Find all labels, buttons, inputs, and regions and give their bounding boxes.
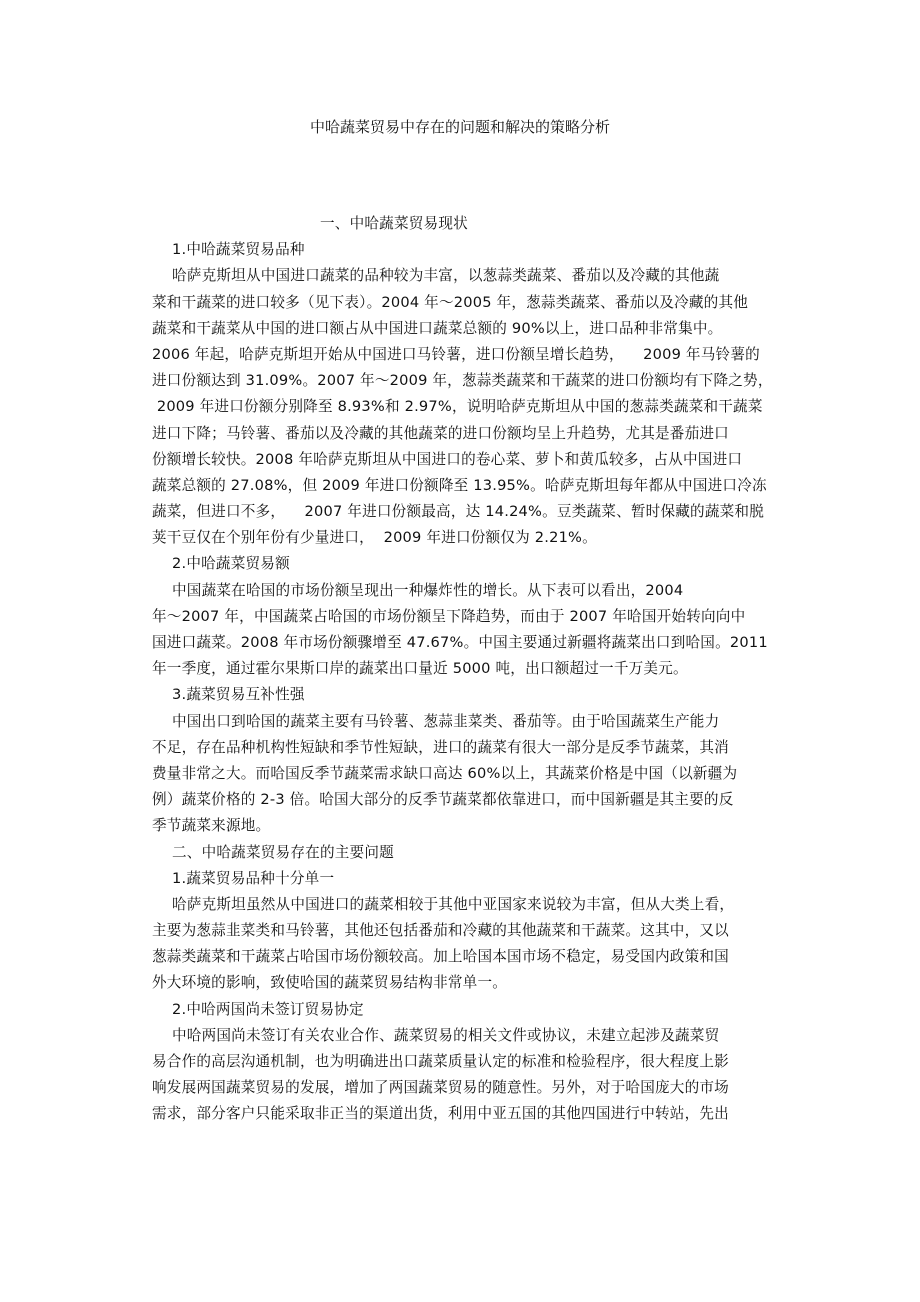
text-line: 份额增长较快。2008 年哈萨克斯坦从中国进口的卷心菜、萝卜和黄瓜较多，占从中国进口 bbox=[152, 450, 743, 468]
text-line: 1.中哈蔬菜贸易品种 bbox=[172, 241, 305, 259]
text-line: 2.中哈蔬菜贸易额 bbox=[172, 555, 290, 573]
section-heading: 一、中哈蔬菜贸易现状 bbox=[320, 215, 468, 232]
text-line: 2.中哈两国尚未签订贸易协定 bbox=[172, 1000, 364, 1018]
text-line: 1.蔬菜贸易品种十分单一 bbox=[172, 869, 335, 887]
document-body bbox=[152, 211, 792, 1128]
text-line: 哈萨克斯坦虽然从中国进口的蔬菜相较于其他中亚国家来说较为丰富，但从大类上看， bbox=[172, 895, 735, 913]
text-line: 中哈两国尚未签订有关农业合作、蔬菜贸易的相关文件或协议，未建立起涉及蔬菜贸 bbox=[172, 1026, 720, 1044]
text-line: 荚干豆仅在个别年份有少量进口， 2009 年进口份额仅为 2.21%。 bbox=[152, 529, 597, 547]
text-line: 2009 年进口份额分别降至 8.93%和 2.97%，说明哈萨克斯坦从中国的葱蒜类蔬菜和干蔬菜 bbox=[152, 398, 763, 416]
text-line: 二、中哈蔬菜贸易存在的主要问题 bbox=[172, 843, 394, 861]
text-line: 费量非常之大。而哈国反季节蔬菜需求缺口高达 60%以上，其蔬菜价格是中国（以新疆为 bbox=[152, 764, 738, 782]
text-line: 哈萨克斯坦从中国进口蔬菜的品种较为丰富，以葱蒜类蔬菜、番茄以及冷藏的其他蔬 bbox=[172, 267, 720, 285]
text-line: 国进口蔬菜。2008 年市场份额骤增至 47.67%。中国主要通过新疆将蔬菜出口到哈国。2011 bbox=[152, 634, 768, 651]
text-line: 季节蔬菜来源地。 bbox=[152, 817, 271, 835]
text-line: 2006 年起，哈萨克斯坦开始从中国进口马铃薯，进口份额呈增长趋势， 2009 年马铃薯的 bbox=[152, 345, 760, 363]
text-line: 蔬菜，但进口不多， 2007 年进口份额最高，达 14.24%。豆类蔬菜、暂时保藏的蔬菜和脱 bbox=[152, 503, 765, 521]
text-line: 蔬菜总额的 27.08%，但 2009 年进口份额降至 13.95%。哈萨克斯坦每年都从中国进口冷冻 bbox=[152, 476, 767, 494]
document-title: 中哈蔬菜贸易中存在的问题和解决的策略分析 bbox=[309, 118, 610, 136]
text-line: 菜和干蔬菜的进口较多（见下表）。2004 年～2005 年，葱蒜类蔬菜、番茄以及冷藏的其他 bbox=[152, 293, 749, 311]
text-line: 年一季度，通过霍尔果斯口岸的蔬菜出口量近 5000 吨，出口额超过一千万美元。 bbox=[152, 660, 688, 678]
text-line: 进口份额达到 31.09%。2007 年～2009 年，葱蒜类蔬菜和干蔬菜的进口份额均有下降之势， bbox=[152, 372, 773, 390]
text-line: 需求，部分客户只能采取非正当的渠道出货，利用中亚五国的其他四国进行中转站，先出 bbox=[152, 1105, 729, 1123]
text-line: 中国蔬菜在哈国的市场份额呈现出一种爆炸性的增长。从下表可以看出，2004 bbox=[172, 581, 684, 599]
text-line: 3.蔬菜贸易互补性强 bbox=[172, 686, 305, 704]
text-line: 例）蔬菜价格的 2-3 倍。哈国大部分的反季节蔬菜都依靠进口，而中国新疆是其主要的反 bbox=[152, 791, 734, 809]
text-line: 不足，存在品种机构性短缺和季节性短缺，进口的蔬菜有很大一部分是反季节蔬菜，其消 bbox=[152, 738, 729, 756]
text-line: 葱蒜类蔬菜和干蔬菜占哈国市场份额较高。加上哈国本国市场不稳定，易受国内政策和国 bbox=[152, 948, 729, 966]
text-line: 年～2007 年，中国蔬菜占哈国的市场份额呈下降趋势，而由于 2007 年哈国开始转向向中 bbox=[152, 607, 746, 625]
text-line: 中国出口到哈国的蔬菜主要有马铃薯、葱蒜韭菜类、番茄等。由于哈国蔬菜生产能力 bbox=[172, 712, 720, 730]
text-line: 进口下降；马铃薯、番茄以及冷藏的其他蔬菜的进口份额均呈上升趋势，尤其是番茄进口 bbox=[152, 424, 729, 442]
text-line: 易合作的高层沟通机制，也为明确进出口蔬菜质量认定的标准和检验程序，很大程度上影 bbox=[152, 1053, 729, 1070]
text-line: 外大环境的影响，致使哈国的蔬菜贸易结构非常单一。 bbox=[152, 974, 508, 992]
text-line: 蔬菜和干蔬菜从中国的进口额占从中国进口蔬菜总额的 90%以上，进口品种非常集中。 bbox=[152, 319, 723, 337]
text-line: 响发展两国蔬菜贸易的发展，增加了两国蔬菜贸易的随意性。另外，对于哈国庞大的市场 bbox=[152, 1079, 729, 1097]
text-line: 主要为葱蒜韭菜类和马铃薯，其他还包括番茄和冷藏的其他蔬菜和干蔬菜。这其中，又以 bbox=[152, 922, 729, 940]
